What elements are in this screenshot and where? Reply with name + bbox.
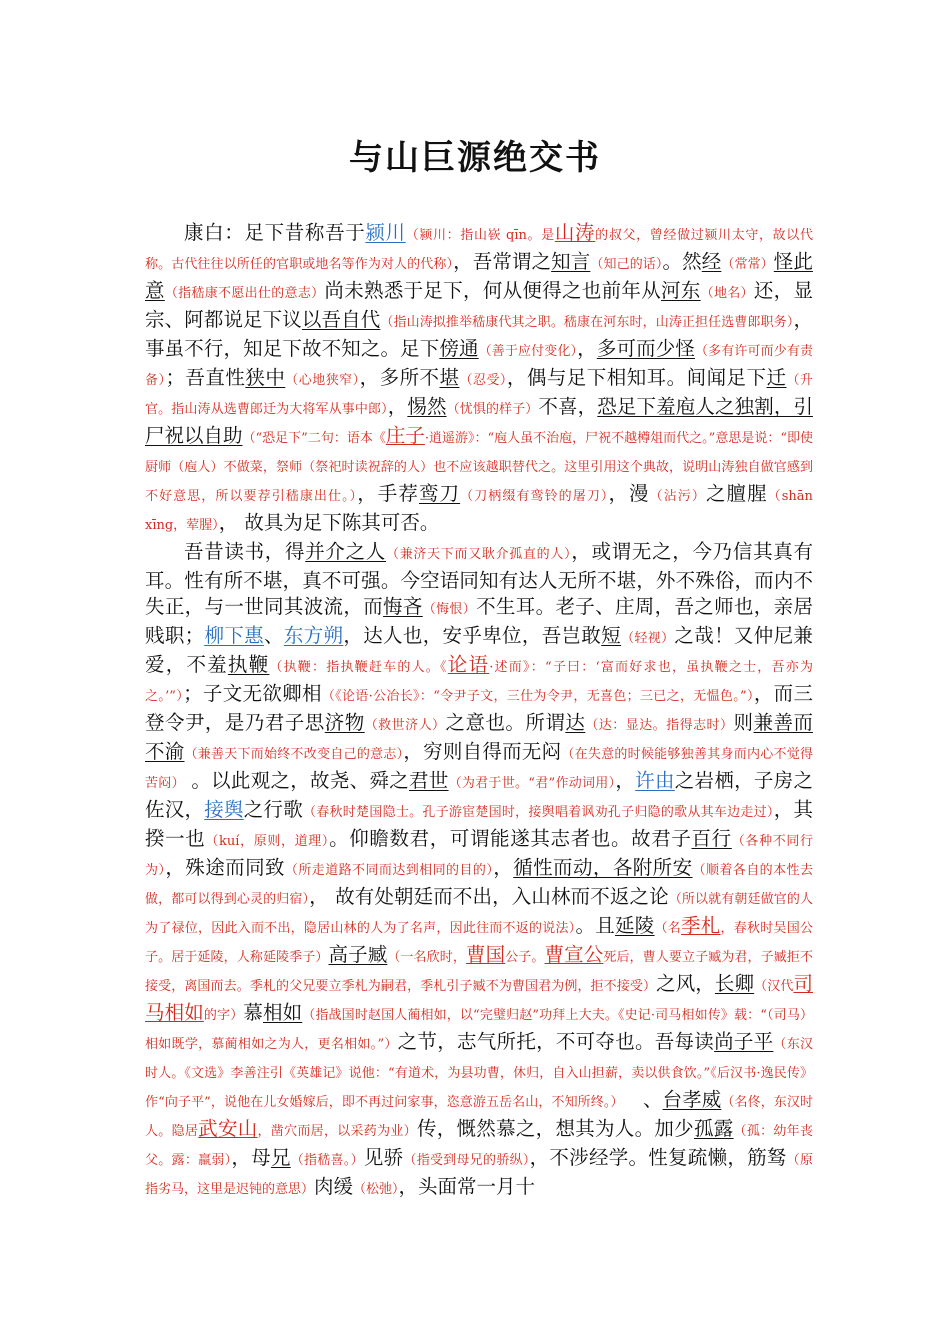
body-text: 、 <box>264 624 284 647</box>
hyperlink[interactable]: 颍川 <box>365 221 406 244</box>
underlined-term: 堪 <box>439 366 460 389</box>
body-text: 之膻腥 <box>705 482 768 505</box>
annotation-note: （各种不同行为） <box>145 834 813 878</box>
underlined-term: 并介之人 <box>305 540 386 563</box>
underlined-term: 恐足下羞庖人之独割，引尸祝以自助 <box>145 395 813 447</box>
body-text: ， 故具为足下陈其可否。 <box>218 511 440 534</box>
annotation-note: ，春秋时吴国公子。居于延陵，人称延陵季子） <box>145 921 813 965</box>
annotation-note: （原指劣马，这里是迟钝的意思） <box>145 1153 813 1197</box>
annotation-note: （所走道路不同而达到相同的目的） <box>284 863 494 878</box>
annotation-note: （轻视） <box>621 631 675 646</box>
body-text: ， <box>615 769 636 792</box>
annotation-note: （忍受） <box>459 373 507 388</box>
underlined-term: 迁 <box>766 366 787 389</box>
annotation-note: （在失意的时候能够独善其身而内心不觉得苦闷） <box>145 747 813 791</box>
annotation-note: （忧惧的样子） <box>446 402 539 417</box>
annotation-note: （救世济人） <box>364 718 446 733</box>
annotation-note: （指战国时赵国人蔺相如，以“完璧归赵”功拜上大夫。《史记·司马相如传》载：“（司马）相如既学，慕蔺相如之为人，更名相如。”） <box>145 1008 813 1052</box>
annotation-note: （悔恨） <box>422 602 477 617</box>
body-text: 肉缓 <box>314 1175 354 1198</box>
annotation-note: （孤：幼年丧父。露：羸弱） <box>145 1124 813 1168</box>
body-text: 。以此观之，故尧、舜之 <box>184 769 409 792</box>
underlined-term: 兄 <box>270 1146 291 1169</box>
body-text: ，或谓无之，今乃信其真有耳。性有所不堪，真不可强。今空语同知有达人无所不堪，外不殊俗，而内不失正，与一世同其波流，而 <box>145 540 813 618</box>
body-text: 之哉！又仲尼兼爱，不羞 <box>145 624 813 676</box>
body-text: 吾昔读书，得 <box>184 540 306 563</box>
underlined-term: 尚子平 <box>714 1030 774 1053</box>
body-text: 还，显宗、阿都说足下议 <box>145 279 813 331</box>
body-text: ；吾直性 <box>165 366 246 389</box>
annotation-note: ，凿穴而居，以采药为业） <box>257 1124 417 1139</box>
annotation-note: （指嵇喜。） <box>290 1153 364 1168</box>
underlined-term: 傍通 <box>439 337 479 360</box>
annotation-note: （多有许可而少有责备） <box>145 344 813 388</box>
hyperlink[interactable]: 东方朔 <box>283 624 344 647</box>
body-text: 不喜， <box>538 395 598 418</box>
body-text: 则 <box>733 711 754 734</box>
underlined-term: 执鞭 <box>227 653 270 676</box>
body-text: 。仰瞻数君，可谓能遂其志者也。故君子 <box>329 827 692 850</box>
body-text: ，穷则自得而无闷 <box>403 740 562 763</box>
annotation-note: （颍川：指山嵚 qīn。是 <box>405 228 555 243</box>
underlined-term: 延陵 <box>615 914 655 937</box>
body-text: 尚未熟悉于足下，何从便得之也前年从 <box>324 279 662 302</box>
document-body <box>145 220 813 1203</box>
annotation-note: （常常） <box>721 257 774 272</box>
hyperlink[interactable]: 接舆 <box>204 798 244 821</box>
hyperlink[interactable]: 柳下惠 <box>204 624 265 647</box>
note-link[interactable]: 论语 <box>447 653 490 676</box>
underlined-term: 多可而少怪 <box>596 337 695 360</box>
underlined-term: 经 <box>701 250 722 273</box>
body-text: ，偶与足下相知耳。间闻足下 <box>506 366 767 389</box>
annotation-note: （知己的话） <box>590 257 663 272</box>
note-link[interactable]: 司马相如 <box>145 972 813 1024</box>
annotation-note: （顺着各自的本性去做，都可以得到心灵的归宿） <box>145 863 813 907</box>
page-title: 与山巨源绝交书 <box>349 138 601 178</box>
underlined-term: 孤露 <box>693 1117 734 1140</box>
annotation-note: （汉代 <box>754 979 794 994</box>
annotation-note: （为君于世。“君”作动词用） <box>448 776 616 791</box>
body-text: ，不涉经学。性复疏懒，筋驽 <box>529 1146 787 1169</box>
body-text: ， <box>493 856 514 879</box>
annotation-note: （达：显达。指得志时） <box>585 718 734 733</box>
underlined-term: 百行 <box>691 827 732 850</box>
underlined-term: 循性而动，各附所安 <box>513 856 693 879</box>
underlined-term: 达 <box>565 711 586 734</box>
underlined-term: 以吾自代 <box>301 308 381 331</box>
annotation-note: （所以就有朝廷做官的人为了禄位，因此入而不出，隐居山林的人为了名声，因此往而不返的说法） <box>145 892 813 936</box>
underlined-term: 惕然 <box>407 395 447 418</box>
underlined-term: 台孝威 <box>662 1088 722 1111</box>
body-text: ，事虽不行，知足下故不知之。足下 <box>145 308 813 360</box>
hyperlink[interactable]: 许由 <box>635 769 675 792</box>
underlined-term: 高子臧 <box>328 943 388 966</box>
note-link[interactable]: 庄子 <box>385 424 425 447</box>
body-text: 不生耳。老子、庄周，吾之师也，亲居贱职； <box>145 595 813 647</box>
annotation-note: （升官。指山涛从选曹郎迁为大将军从事中郎） <box>145 373 813 417</box>
body-text: ， 故有处朝廷而不出，入山林而不返之论 <box>309 885 669 908</box>
annotation-note: （《论语·公冶长》：“令尹子文，三仕为令尹，无喜色；三已之，无愠色。”） <box>321 689 754 704</box>
body-text: 传，慨然慕之，想其为人。加少 <box>416 1117 694 1140</box>
body-text: 之意也。所谓 <box>445 711 566 734</box>
annotation-note: 死后，曹人要立子臧为君，子臧拒不接受，离国而去。季札的父兄要立季札为嗣君，季札引子臧不为曹国君为例，拒不接受） <box>145 950 813 994</box>
underlined-term: 悔吝 <box>383 595 423 618</box>
underlined-term: 君世 <box>409 769 449 792</box>
body-text: ；子文无欲卿相 <box>183 682 322 705</box>
annotation-note: （执鞭：指执鞭赶车的人。《 <box>269 660 448 675</box>
body-text: ，漫 <box>608 482 650 505</box>
body-text: 。且 <box>575 914 616 937</box>
underlined-term: 鸾刀 <box>418 482 461 505</box>
body-text: ， <box>387 395 408 418</box>
note-link[interactable]: 武安山 <box>198 1117 258 1140</box>
annotation-note: （心地狭窄） <box>285 373 360 388</box>
paragraph <box>145 220 813 539</box>
annotation-note: （松弛） <box>353 1182 399 1197</box>
annotation-note: （善于应付变化） <box>478 344 578 359</box>
underlined-term: 知言 <box>551 250 591 273</box>
annotation-note: （春秋时楚国隐士。孔子游宦楚国时，接舆唱着讽劝孔子归隐的歌从其车边走过） <box>303 805 774 820</box>
annotation-note: （名佟，东汉时人。隐居 <box>145 1095 813 1139</box>
note-link[interactable]: 山涛 <box>554 221 596 244</box>
underlined-term: 长卿 <box>714 972 755 995</box>
body-text: 之风， <box>656 972 715 995</box>
annotation-note: （沾污） <box>649 489 706 504</box>
underlined-term: 河东 <box>661 279 701 302</box>
body-text: ，达人也，安乎卑位，吾岂敢 <box>343 624 602 647</box>
body-text: 、 <box>617 1088 663 1111</box>
annotation-note: （shān xīng，荤腥） <box>145 489 813 533</box>
annotation-note: （指受到母兄的骄纵） <box>403 1153 530 1168</box>
annotation-note: 的字） <box>203 1008 244 1023</box>
annotation-note: （兼济天下而又耿介孤直的人） <box>386 547 572 562</box>
body-text: ，殊途而同致 <box>165 856 285 879</box>
annotation-note: （兼善天下而始终不改变自己的意志） <box>184 747 404 762</box>
body-text: ，手荐 <box>357 482 419 505</box>
body-text: ，母 <box>231 1146 271 1169</box>
note-link[interactable]: 曹宣公 <box>544 943 604 966</box>
annotation-note: （地名） <box>700 286 754 301</box>
annotation-note: （指嵇康不愿出仕的意志） <box>164 286 325 301</box>
annotation-note: （kuí，原则，道理） <box>205 834 330 849</box>
paragraph <box>145 539 813 1203</box>
body-text: ， <box>577 337 597 360</box>
annotation-note: ·逍遥游》：“庖人虽不治庖，尸祝不越樽俎而代之。”意思是说：“即使厨师（庖人）不做菜，祭师（祭祀时读祝辞的人）也不应该越职替代之。这里引用这个典故，说明山涛独自做官感到不好意思，所以要荐引嵇康出仕。） <box>145 431 813 504</box>
note-link[interactable]: 曹国 <box>465 943 506 966</box>
underlined-term: 短 <box>601 624 622 647</box>
annotation-note: 公子。 <box>505 950 545 965</box>
annotation-note: （“恐足下”二句：语本《 <box>242 431 386 446</box>
body-text: 康白：足下昔称吾于 <box>184 221 366 244</box>
underlined-term: 怪此意 <box>145 250 813 302</box>
body-text: 之岩栖，子房之佐汉， <box>145 769 813 821</box>
underlined-term: 相如 <box>262 1001 303 1024</box>
body-text: ，而三登令尹，是乃君子思 <box>145 682 813 734</box>
underlined-term: 兼善而不渝 <box>145 711 813 763</box>
body-text: 。然 <box>662 250 702 273</box>
annotation-note: （东汉时人。《文选》李善注引《英雄记》说他：“有道术，为县功曹，休归，自入山担薪，卖以供食饮。”《后汉书·逸民传》作“向子平”，说他在儿女婚嫁后，即不再过问家事，恣意游五岳名山，不知所终。） <box>145 1037 813 1110</box>
body-text: ，吾常谓之 <box>453 250 552 273</box>
note-link[interactable]: 季札 <box>681 914 721 937</box>
body-text: ，头面常一月十 <box>398 1175 536 1198</box>
underlined-term: 狭中 <box>245 366 286 389</box>
body-text: ，多所不 <box>359 366 440 389</box>
body-text: 见骄 <box>363 1146 404 1169</box>
annotation-note: （一名欣时， <box>387 950 466 965</box>
annotation-note: （刀柄缀有鸾铃的屠刀） <box>460 489 609 504</box>
annotation-note: （指山涛拟推举嵇康代其之职。嵇康在河东时，山涛正担任选曹郎职务） <box>380 315 794 330</box>
annotation-note: ·述而》：“子曰：‘富而好求也，虽执鞭之士，吾亦为之。’”） <box>145 660 813 704</box>
body-text: 之节，志气所托，不可夺也。吾每读 <box>397 1030 715 1053</box>
annotation-note: （名 <box>654 921 682 936</box>
body-text: 慕 <box>243 1001 263 1024</box>
body-text: ，其揆一也 <box>145 798 813 850</box>
body-text: 之行歌 <box>243 798 304 821</box>
underlined-term: 济物 <box>324 711 365 734</box>
annotation-note: 的叔父，曾经做过颍川太守，故以代称。古代往往以所任的官职或地名等作为对人的代称） <box>145 228 813 272</box>
